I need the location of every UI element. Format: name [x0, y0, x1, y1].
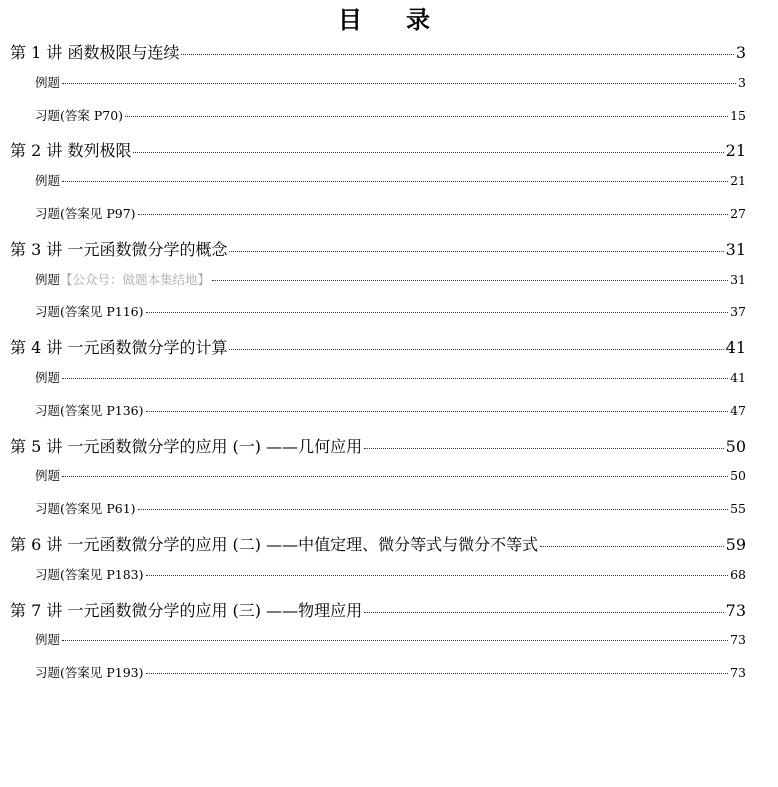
watermark-text: 【公众号：做题本集结地】: [60, 271, 211, 287]
toc-page-number: 3: [738, 74, 746, 90]
toc-entry-label: 第 3 讲 一元函数微分学的概念: [10, 239, 228, 259]
toc-entry-label: 习题(答案见 P61): [35, 501, 136, 517]
toc-sub-row[interactable]: [10, 73, 746, 106]
toc-entry-label: 习题(答案见 P183): [35, 566, 144, 582]
toc-page-number: 73: [730, 665, 746, 681]
toc-entry-label: 第 6 讲 一元函数微分学的应用 (二) ——中值定理、微分等式与微分不等式: [10, 534, 539, 554]
toc-entry-label: 例题: [35, 271, 61, 287]
dot-leader: [146, 312, 729, 313]
toc-page-number: 73: [730, 632, 746, 648]
dot-leader: [133, 152, 723, 153]
toc-page-number: 37: [730, 304, 746, 320]
dot-leader: [125, 116, 728, 117]
toc-page-number: 68: [730, 566, 746, 582]
page-title: 目 录: [338, 5, 440, 34]
toc-sub-row[interactable]: [10, 466, 746, 499]
toc-entry-label: 习题(答案见 P116): [35, 304, 144, 320]
dot-leader: [62, 476, 728, 477]
dot-leader: [146, 411, 729, 412]
dot-leader: [364, 612, 724, 613]
toc-chapter-row[interactable]: [10, 138, 746, 171]
toc-page-number: 55: [730, 501, 746, 517]
toc-page-number: 47: [730, 402, 746, 418]
toc-page-number: 31: [725, 239, 746, 259]
toc-entry-label: 例题: [35, 74, 61, 90]
dot-leader: [146, 575, 729, 576]
dot-leader: [364, 448, 724, 449]
toc-page-number: 73: [725, 600, 746, 620]
toc-page-number: 3: [735, 43, 746, 62]
toc-sub-row[interactable]: [10, 663, 746, 696]
toc-page-number: 50: [725, 436, 746, 456]
toc-page-number: 27: [730, 205, 746, 221]
dot-leader: [138, 509, 729, 510]
toc-sub-row[interactable]: [10, 499, 746, 532]
toc-sub-row[interactable]: [10, 106, 746, 139]
toc-page-number: 50: [730, 468, 746, 484]
toc-sub-row[interactable]: [10, 270, 746, 303]
toc-page-number: 41: [730, 369, 746, 385]
dot-leader: [138, 214, 729, 215]
toc-entry-label: 例题: [35, 369, 61, 385]
dot-leader: [540, 546, 724, 547]
dot-leader: [181, 54, 733, 55]
table-of-contents: [10, 40, 746, 696]
toc-sub-row[interactable]: [10, 302, 746, 335]
toc-sub-row[interactable]: [10, 401, 746, 434]
toc-chapter-row[interactable]: [10, 598, 746, 631]
toc-entry-label: 例题: [35, 632, 61, 648]
toc-page-number: 21: [725, 141, 746, 161]
toc-entry-label: 例题: [35, 468, 61, 484]
toc-entry-label: 习题(答案见 P136): [35, 402, 144, 418]
toc-entry-label: 第 1 讲 函数极限与连续: [10, 43, 180, 62]
toc-entry-label: 第 4 讲 一元函数微分学的计算: [10, 338, 228, 358]
toc-sub-row[interactable]: [10, 204, 746, 237]
dot-leader: [229, 349, 723, 350]
toc-page-number: 41: [725, 338, 746, 358]
toc-sub-row[interactable]: [10, 630, 746, 663]
toc-chapter-row[interactable]: [10, 532, 746, 565]
toc-entry-label: 习题(答案见 P97): [35, 205, 136, 221]
dot-leader: [62, 181, 728, 182]
toc-page-number: 31: [730, 271, 746, 287]
toc-sub-row[interactable]: [10, 565, 746, 598]
toc-page-number: 15: [730, 107, 746, 123]
toc-sub-row[interactable]: [10, 368, 746, 401]
dot-leader: [229, 251, 723, 252]
toc-entry-label: 例题: [35, 173, 61, 189]
toc-entry-label: 第 7 讲 一元函数微分学的应用 (三) ——物理应用: [10, 600, 363, 620]
toc-sub-row[interactable]: [10, 171, 746, 204]
toc-entry-label: 习题(答案 P70): [35, 107, 124, 123]
dot-leader: [62, 640, 728, 641]
toc-entry-label: 第 5 讲 一元函数微分学的应用 (一) ——几何应用: [10, 436, 363, 456]
dot-leader: [146, 673, 729, 674]
dot-leader: [212, 280, 728, 281]
toc-entry-label: 第 2 讲 数列极限: [10, 141, 132, 161]
toc-chapter-row[interactable]: [10, 40, 746, 73]
toc-entry-label: 习题(答案见 P193): [35, 665, 144, 681]
dot-leader: [62, 378, 728, 379]
toc-chapter-row[interactable]: [10, 434, 746, 467]
toc-page-number: 21: [730, 173, 746, 189]
dot-leader: [62, 83, 736, 84]
toc-page-number: 59: [725, 534, 746, 554]
toc-chapter-row[interactable]: [10, 237, 746, 270]
toc-chapter-row[interactable]: [10, 335, 746, 368]
